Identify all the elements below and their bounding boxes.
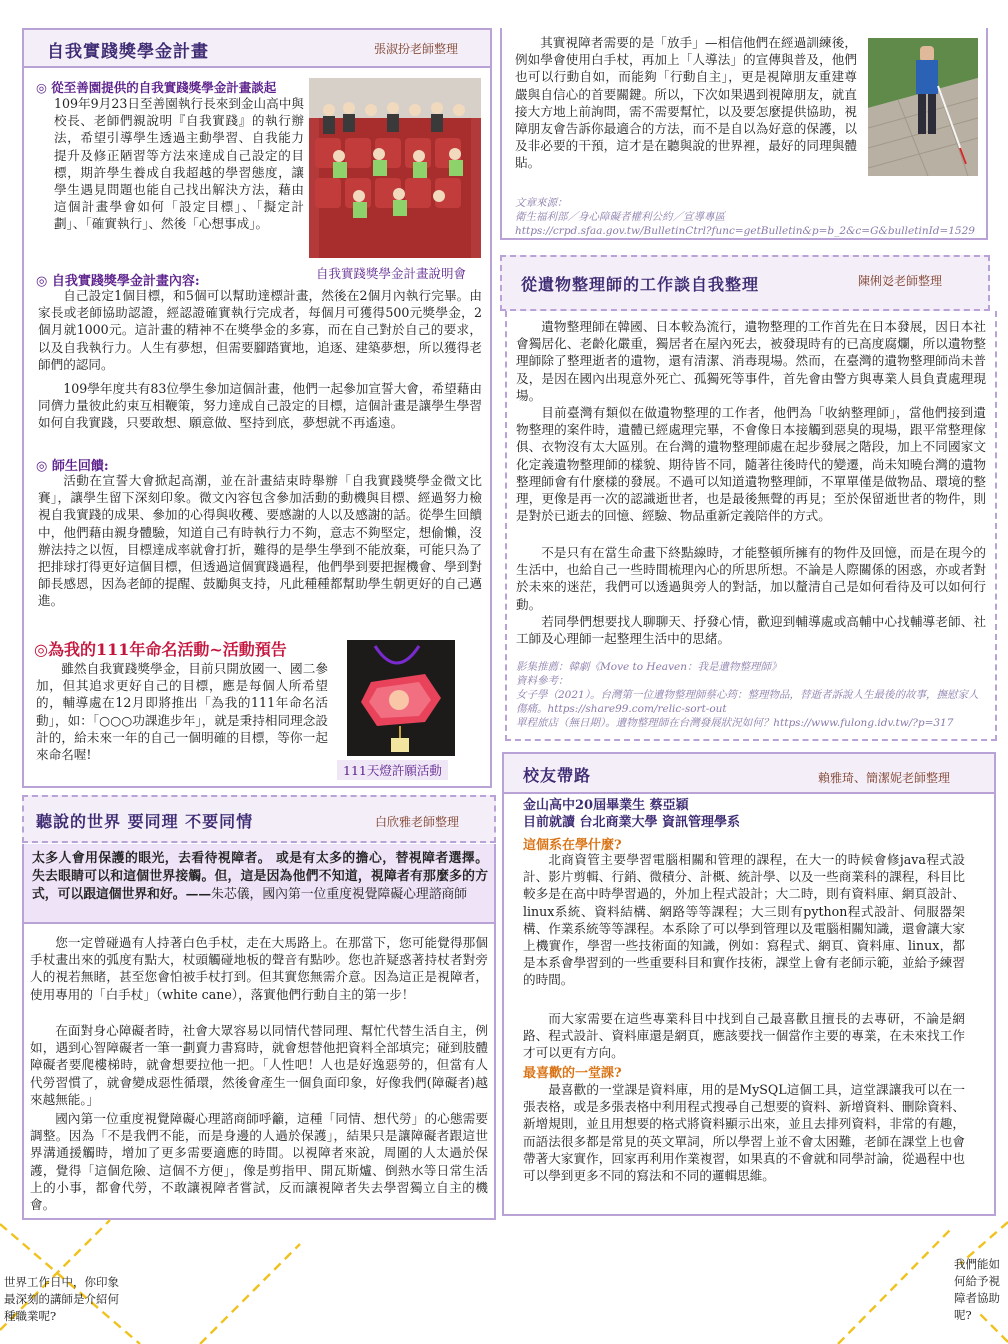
scholarship-title: 自我實踐獎學金計畫 [47,42,209,62]
hearing-quote [32,850,488,904]
scholarship-sub4: ◎為我的111年命名活動~活動預告 [34,640,287,659]
white-cane-photo [868,38,978,176]
scholarship-p3: 109學年度共有83位學生參加這個計畫，他們一起參加宣誓大會，希望藉由同儕力量彼此約束互相鞭策，努力達成自己設定的目標，這個計畫是讓學生學習如何自我實踐，只要敢想、願意做、堅持到底，夢想就不再遙遠。 [38,381,482,431]
scholarship-p5: 雖然自我實踐獎學金，目前只開放國一、國二參加，但其追求更好自己的目標，應是每個人所希望的，輔導處在12月即將推出「為我的111年命名活動」，如：「○○○功課進步年」，就是秉持相同理念設計的，給未來一年的自己一個明確的目標，等你一起來命名喔! [36,661,328,763]
hearing-author: 白欣雅老師整理 [375,815,460,829]
alumni-a3: 最喜歡的一堂課是資料庫，用的是MySQL這個工具，這堂課讓我可以在一張表格，或是多張表格中利用程式搜尋自己想要的資料、新增資料、刪除資料、新增規則，並且用想要的格式將資料顯示出來，並且去排列資料，非常的有趣，而語法很多都是常見的英文單詞，所以學習上並不會太困難，老師在課堂上也會帶著大家實作，回家再利用作業複習，如果真的不會就和同學討論，從過程中也可以學到更多不同的寫法和不同的邏輯思維。 [523,1082,965,1184]
estate-title: 從遺物整理師的工作談自我整理 [521,275,760,294]
estate-ref: 影集推薦：韓劇《Move to Heaven：我是遺物整理師》 資料參考： 女子學（2021）。台灣第一位遺物整理師蔡心筠：整理物品，替逝者訴說人生最後的故事，撫慰家人傷痛。https://share99.com/relic-sort-out 單程旅店（無日期）。遺物整理師在台灣發展狀況如何？https://www.fulong.idv.tw/?p=317 [516,661,979,729]
alumni-a2: 而大家需要在這些專業科目中找到自己最喜歡且擅長的去專研，不論是網路、程式設計、資料庫還是網頁，應該要找一個當作主要的專業，在未來找工作才可以更有方向。 [523,1011,965,1061]
scholarship-p4: 活動在宣誓大會掀起高潮，並在計畫結束時舉辦「自我實踐獎學金微文比賽」，讓學生留下深刻印象。微文內容包含參加活動的動機與目標、經過努力檢視自我實踐的成果、參加的心得與收穫、要感謝的人以及感謝的話。從學生回饋中，他們藉由親身體驗，知道自己有時執行力不夠，意志不夠堅定，想偷懶，沒辦法持之以恆，目標達成率就會打折，難得的是學生學到不能放棄，可能只為了把排球打得更好這個目標，但透過這個實踐過程，他們學到要把握機會、學到對師長感恩，因為老師的提醒、鼓勵與支持，凡此種種都幫助學生朝更好的自己邁進。 [38,473,482,609]
alumni-school: 目前就讀 台北商業大學 資訊管理學系 [523,815,741,830]
right-top-ref: 文章來源： 衛生福利部／身心障礙者權利公約／宣導專區 https://crpd.sfaa.gov.tw/BulletinCtrl?func=getBulletin&p=b_2&c=G&bulletinId=1529 [515,197,975,237]
hearing-title: 聽說的世界 要同理 不要同情 [36,812,254,831]
lantern-photo [347,640,455,756]
footer-left-question: 世界工作日中，你印象最深刻的講師是介紹何種職業呢? [4,1275,119,1323]
right-top-p1: 其實視障者需要的是「放手」—相信他們在經過訓練後，例如學會使用白手杖，再加上「人導法」的宣傳與普及，他們也可以行動自如，而能夠「行動自主」，更是視障朋友重建尊嚴與自信心的首要關鍵。所以，下次如果遇到視障朋友，就直接大方地上前詢問，需不需要幫忙，以及要怎麼提供協助，視障朋友會告訴你最適合的方法，而不是自以為好意的保護，以及非必要的干預，這才是在聽與說的世界裡，最好的同理與體貼。 [515,35,857,171]
scholarship-p1: 109年9月23日至善園執行長來到金山高中與校長、老師們親說明『自我實踐』的執行辦法，希望引導學生透過主動學習、自我能力提升及修正陋習等方法來達成自己設定的目標，期許學生養成自我超越的學習態度，讓學生遇見問題也能自己找出解決方法，藉由這個計畫學會如何「設定目標」、「擬定計劃」、「確實執行」、然後「心想事成」。 [54,96,304,232]
alumni-q1: 這個系在學什麼? [523,838,622,853]
lantern-photo-caption: 111天燈許願活動 [337,760,448,780]
estate-p3: 不是只有在當生命畫下終點線時，才能整頓所擁有的物件及回憶，而是在現今的生活中，也給自己一些時間梳理內心的所思所想。不論是人際關係的困惑，亦或者對於未來的迷茫，我們可以透過與旁人的對話，加以釐清自己是如何看待及可以如何行動。 [516,545,986,612]
hearing-p1: 您一定曾碰過有人持著白色手杖，走在大馬路上。在那當下，您可能覺得那個手杖畫出來的弧度有點大，杖頭觸碰地板的聲音有點吵。您也許疑惑著持杖者對旁人的視若無睹，甚至您會怕被手杖打到。但其實您無需介意。因為這正是視障者，使用專用的「白手杖」（white cane），落實他們行動自主的第一步！ [30,935,488,1002]
footer-dashed-lines [0,1204,1008,1344]
scholarship-author: 張淑扮老師整理 [374,42,459,56]
alumni-name: 金山高中20屆畢業生 蔡亞穎 [523,798,689,813]
hearing-quote-source: 朱芯儀，國內第一位重度視覺障礙心理諮商師 [211,887,468,902]
scholarship-sub2: ◎ 自我實踐獎學金計畫內容: [36,274,200,289]
scholarship-sub1: ◎ 從至善園提供的自我實踐獎學金計畫談起 [36,80,277,95]
hearing-p3: 國內第一位重度視覺障礙心理諮商師呼籲，這種「同情、想代勞」的心態需要調整。因為「不是我們不能，而是身邊的人過於保護」，結果只是讓障礙者跟這世界溝通援觸時，增加了更多需要適應的時間。以視障者來說，周圍的人太過於保護，覺得「這個危險、這個不方便」，像是剪指甲、開瓦斯爐、倒熱水等日常生活上的小事，都會代勞，不敢讓視障者嘗試，反而讓視障者失去學習獨立自主的機會。 [30,1111,488,1213]
footer-right-question: 我們能如何給予視障者協助呢? [954,1257,1000,1322]
hearing-quote-text: 太多人會用保護的眼光，去看待視障者。 或是有太多的擔心，替視障者選擇。 失去眼睛可以和這個世界接觸。但，這是因為他們不知道，視障者有那麼多的方式，可以跟這個世界和好。—— [32,851,488,902]
scholarship-sub3: ◎ 師生回饋: [36,459,109,474]
alumni-title: 校友帶路 [523,766,592,785]
estate-p1: 遺物整理師在韓國、日本較為流行，遺物整理的工作首先在日本發展，因日本社會獨居化、老齡化嚴重，獨居者在屋內死去，被發現時有的已高度腐爛，所以遺物整理師除了整理逝者的遺物，還有清潔、消毒現場。然而，在臺灣的遺物整理師尚未普及，是因在國內出現意外死亡、孤獨死等事件，首先會由警方與專業人員負責處理現場。 [516,319,986,403]
estate-p4: 若同學們想要找人聊聊天、抒發心情，歡迎到輔導處或高輔中心找輔導老師、社工師及心理師一起整理生活中的思緒。 [516,614,986,647]
alumni-author: 賴雅琦、簡潔妮老師整理 [818,771,951,785]
estate-author: 陳俐彣老師整理 [858,274,943,288]
alumni-a1: 北商資管主要學習電腦相關和管理的課程，在大一的時候會修java程式設計、影片剪輯、行銷、微積分、計概、統計學、以及一些商業科的課程，科目比較多是在高中時學習過的，外加上程式設計；大二時，則有資料庫、網頁設計、linux系統、資料結構、網路等等課程；大三則有python程式設計、伺服器架構、作業系統等等課程。本系除了可以學到管理以及電腦相關知識，還會讓大家上機實作，學習一些技術面的知識，例如：寫程式、網頁、資料庫、linux，都是本系會學習到的一些重要科目和實作技術，課堂上會有老師示範，並給予練習的時間。 [523,852,965,988]
estate-p2: 目前臺灣有類似在做遺物整理的工作者，他們為「收納整理師」，當他們接到遺物整理的案件時，遺體已經處理完畢，不會像日本接觸到惡臭的現場，跟平常整理傢俱、衣物沒有太大區別。在台灣的遺物整理師處在起步發展之階段，加上不同國家文化定義遺物整理師的樣貌、期待皆不同，隨著往後時代的變遷，尚未知曉台灣的遺物整理師會有什麼樣的發展。不過可以知道遺物整理師，不單單僅是做物品、環境的整理，更像是再一次的認識逝世者，也是最後無聲的再見；至於保留逝世者的物件，則是對於已逝去的回憶、經驗、物品重新定義陪伴的方式。 [516,405,986,524]
hearing-p2: 在面對身心障礙者時，社會大眾容易以同情代替同理、幫忙代替生活自主，例如，遇到心智障礙者一筆一劃賣力書寫時，就會想替他把資料全部填完；碰到肢體障礙者要爬樓梯時，就會想要拉他一把。「人性吧！人也是好逸惡勞的，但當有人代勞習慣了，就會變成惡性循環，然後會產生一個負面印象，好像我們(障礙者)越來越無能。」 [30,1023,488,1107]
group-photo [309,78,481,258]
group-photo-caption: 自我實踐獎學金計畫說明會 [316,266,467,281]
scholarship-p2: 自己設定1個目標，和5個可以幫助達標計畫，然後在2個月內執行完畢。由家長或老師協助認證，經認證確實執行完成者，每個月可獲得500元獎學金，2個月就1000元。這計畫的精神不在獎學金的多寡，而在自己對於自己的要求，以及自我執行力。人生有夢想，但需要腳踏實地，追逐、建築夢想，所以獲得老師們的認同。 [38,288,482,372]
alumni-q2: 最喜歡的一堂課? [523,1066,622,1081]
